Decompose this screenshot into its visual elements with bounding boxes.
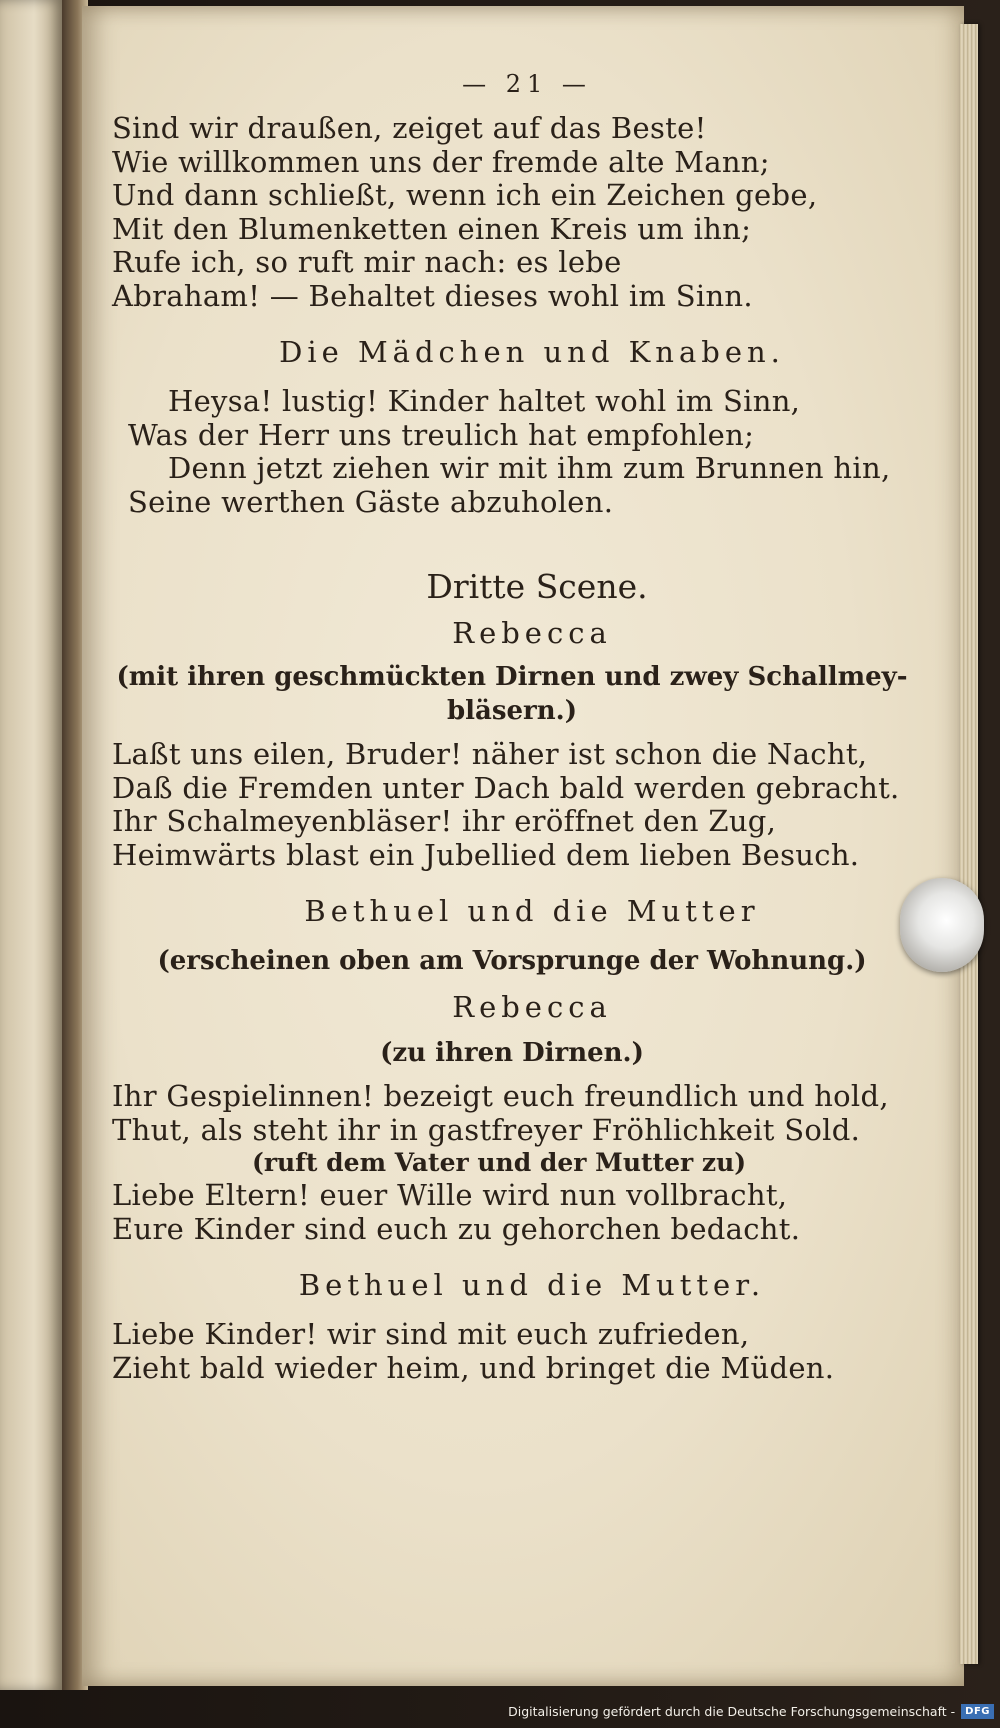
stage-direction: (erscheinen oben am Vorsprunge der Wohnung.) (157, 946, 867, 976)
speaker-heading: Die Mädchen und Knaben. (279, 335, 785, 369)
page-number: — 21 — (462, 70, 592, 98)
stage-line: bläsern.) (446, 696, 578, 726)
verse-line: Und dann schließt, wenn ich ein Zeichen gebe, (112, 178, 818, 212)
verse-line: Sind wir draußen, zeiget auf das Beste! (112, 111, 707, 145)
digitization-credit (508, 1700, 994, 1722)
verse-line: Liebe Kinder! wir sind mit euch zufrieden, (112, 1317, 750, 1351)
speaker-heading: Bethuel und die Mutter. (298, 1268, 766, 1302)
verse-line: Denn jetzt ziehen wir mit ihm zum Brunnen hin, (168, 451, 891, 485)
page-stack-edge (960, 24, 978, 1664)
verse-line: Liebe Eltern! euer Wille wird nun vollbracht, (112, 1178, 788, 1212)
verse-line: Thut, als steht ihr in gastfreyer Fröhlichkeit Sold. (112, 1112, 861, 1147)
credit-text: Digitalisierung gefördert durch die Deutsche Forschungsgemeinschaft - (508, 1703, 956, 1719)
stage-direction: (zu ihren Dirnen.) (380, 1038, 644, 1068)
scene-heading: Dritte Scene. (426, 567, 648, 606)
dfg-logo: DFG (961, 1704, 994, 1719)
verse-line: Heimwärts blast ein Jubellied dem lieben Besuch. (112, 837, 860, 872)
verse-block-2 (112, 385, 912, 519)
stage-direction: (ruft dem Vater und der Mutter zu) (252, 1148, 747, 1177)
verse-block-4 (112, 1080, 912, 1246)
verse-line: Zieht bald wieder heim, und bringet die Müden. (112, 1350, 835, 1385)
verse-line: Heysa! lustig! Kinder haltet wohl im Sinn, (168, 384, 801, 418)
speaker-heading: Rebecca (452, 616, 612, 650)
stage-line: (mit ihren geschmückten Dirnen und zwey Schallmey- (116, 662, 908, 692)
verse-block-1 (112, 112, 912, 313)
verse-line: Mit den Blumenketten einen Kreis um ihn; (112, 211, 752, 246)
left-page-edge (0, 0, 62, 1690)
verse-line: Was der Herr uns treulich hat empfohlen; (128, 417, 755, 452)
verse-line: Ihr Gespielinnen! bezeigt euch freundlich und hold, (112, 1079, 889, 1113)
verse-block-3 (112, 738, 912, 872)
speaker-heading: Rebecca (452, 990, 612, 1024)
verse-line: Rufe ich, so ruft mir nach: es lebe (112, 245, 622, 279)
verse-line: Eure Kinder sind euch zu gehorchen bedacht. (112, 1211, 801, 1246)
verse-line: Wie willkommen uns der fremde alte Mann; (112, 144, 770, 179)
stage-direction (112, 660, 912, 728)
verse-line: Abraham! — Behaltet dieses wohl im Sinn. (112, 278, 753, 313)
page-clip (900, 878, 984, 972)
speaker-heading: Bethuel und die Mutter (304, 894, 760, 928)
verse-line: Daß die Fremden unter Dach bald werden gebracht. (112, 770, 900, 805)
verse-line: Ihr Schalmeyenbläser! ihr eröffnet den Zug, (112, 804, 777, 838)
verse-line: Laßt uns eilen, Bruder! näher ist schon die Nacht, (112, 737, 868, 771)
page-text (112, 70, 912, 1385)
verse-line: Seine werthen Gäste abzuholen. (128, 484, 614, 519)
verse-block-5 (112, 1318, 912, 1385)
